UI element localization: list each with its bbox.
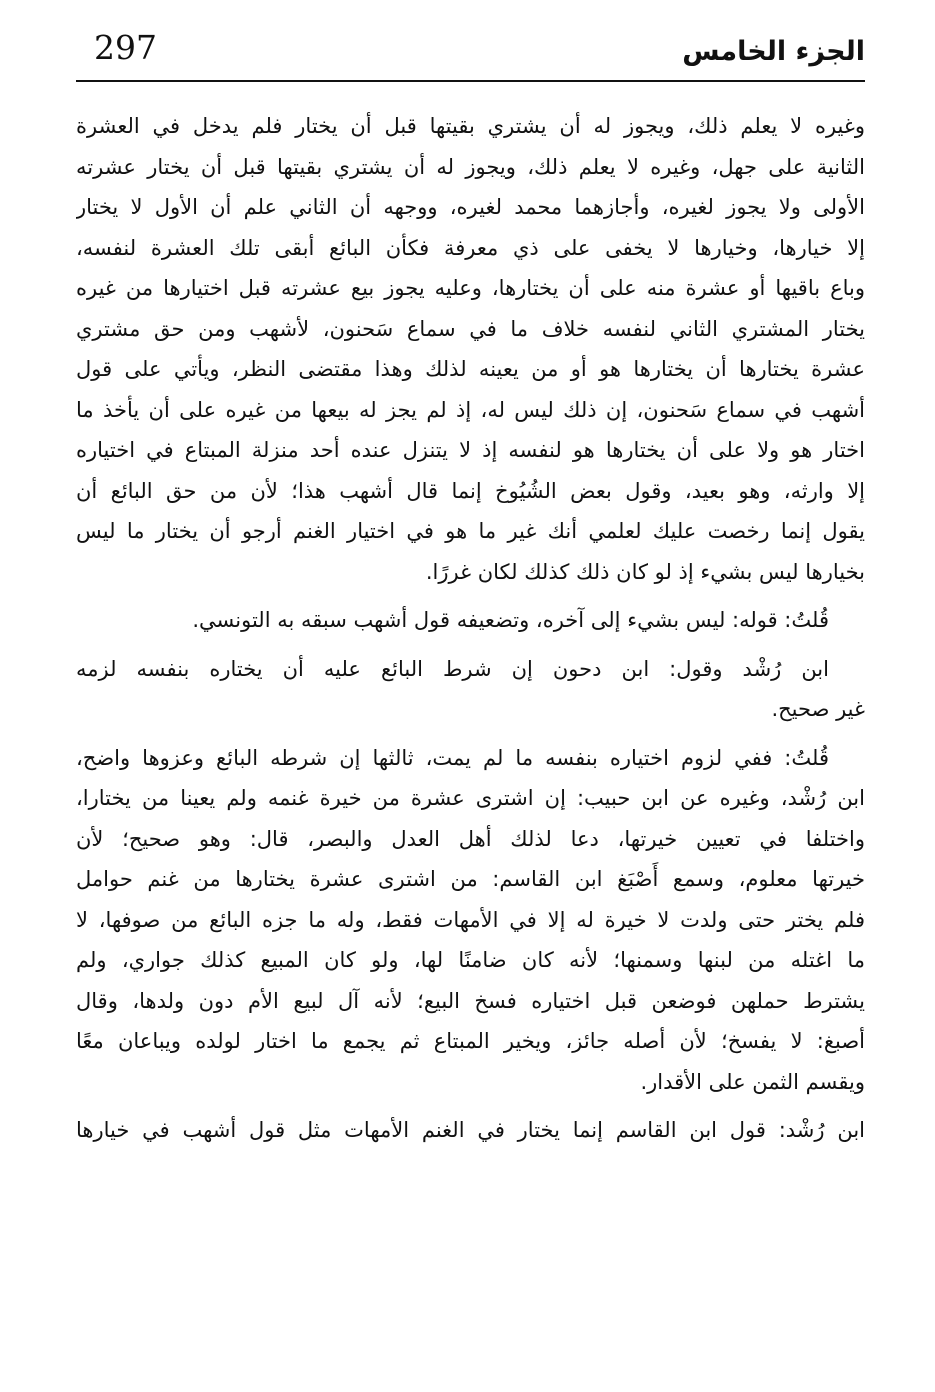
text-line: أشهب في سماع سَحنون، إن ذلك ليس له، إذ لم يجز له بيعها من غيره على أن يأخذ ما <box>76 397 865 422</box>
paragraph-gap <box>76 592 865 600</box>
text-line: ابن رُشْد وقول: ابن دحون إن شرط البائع عليه أن يختاره بنفسه لزمه <box>76 656 829 681</box>
paragraph-gap <box>76 730 865 738</box>
text-line: وغيره لا يعلم ذلك، ويجوز له أن يشتري بقيتها قبل أن يختار فلم يدخل في العشرة <box>76 114 865 138</box>
text-line: الأولى ولا يجوز لغيره، وأجازهما محمد لغيره، ووجهه أن الثاني علم أن الأول لا يختار <box>76 195 865 219</box>
text-line: الثانية على جهل، وغيره لا يعلم ذلك، ويجوز له أن يشتري بقيتها قبل أن يختار عشرته <box>76 154 865 179</box>
text-line: أصبغ: لا يفسخ؛ لأن أصله جائز، ويخير المبتاع ثم يجمع ما اختار لولده ويباعان معًا <box>76 1029 865 1053</box>
text-line: ابن رُشْد، وغيره عن ابن حبيب: إن اشترى عشرة من خيرة غنمه ولم يعينا من يختارا، <box>76 786 865 810</box>
text-line: ويقسم الثمن على الأقدار. <box>640 1069 865 1094</box>
running-title: الجزء الخامس <box>682 36 865 67</box>
text-line: بخيارها ليس بشيء إذ لو كان ذلك كذلك لكان غررًا. <box>425 559 865 584</box>
text-line: إلا خيارها، وخيارها لا يخفى على ذي معرفة فكأن البائع أبقى تلك العشرة لنفسه، <box>76 235 865 260</box>
text-line: ما اغتله من لبنها وسمنها؛ لأنه كان ضامنًا لها، ولو كان المبيع كذلك جواري، ولم <box>76 948 865 972</box>
text-line: وباع باقيها أو عشرة منه على أن يختارها، وعليه يجوز بيع عشرته قبل اختيارها من غيره <box>76 276 865 300</box>
page-header <box>76 28 865 78</box>
text-line: غير صحيح. <box>771 697 865 721</box>
text-line: إلا وارثه، وهو بعيد، وقول بعض الشُيُوخ إنما قال أشهب هذا؛ لأن من حق البائع أن <box>76 478 865 503</box>
paragraph-gap <box>76 641 865 649</box>
text-line: فلم يختر حتى ولدت لا خيرة له إلا في الأمهات فقط، وله ما جزه البائع من صوفها، لا <box>76 907 865 932</box>
paragraph-gap <box>76 1102 865 1110</box>
text-line: اختار هو ولا على أن يختارها هو لنفسه إذ لا يتنزل عنده أحد منزلة المبتاع في اختياره <box>76 438 865 462</box>
text-line: قُلتُ: ففي لزوم اختياره بنفسه ما لم يمت، ثالثها إن شرطه البائع وعزوها واضح، <box>76 745 829 770</box>
text-line: عشرة يختارها أن يختارها هو أو من يعينه لذلك وهذا مقتضى النظر، ويأتي على قول <box>76 357 865 381</box>
text-line: يقول إنما رخصت عليك لعلمي أنك غير ما هو في اختيار الغنم أرجو أن يختار ما ليس <box>76 519 865 543</box>
header-rule <box>76 80 865 82</box>
text-line: خيرتها معلوم، وسمع أَصْبَغ ابن القاسم: من اشترى عشرة يختارها من غنم حوامل <box>76 867 865 891</box>
text-line: ابن رُشْد: قول ابن القاسم إنما يختار في الغنم الأمهات مثل قول أشهب في خيارها <box>76 1118 865 1142</box>
text-line: قُلتُ: قوله: ليس بشيء إلى آخره، وتضعيفه قول أشهب سبقه به التونسي. <box>192 608 829 632</box>
text-line: واختلفا في تعيين خيرتها، دعا لذلك أهل العدل والبصر، قال: وهو صحيح؛ لأن <box>76 826 865 851</box>
page-body <box>76 106 865 1151</box>
text-line: يختار المشتري الثاني لنفسه خلاف ما في سماع سَحنون، لأشهب ومن حق مشتري <box>76 316 865 341</box>
text-line: يشترط حملهن فوضعن قبل اختياره فسخ البيع؛ لأنه آل لبيع الأم دون ولدها، وقال <box>76 988 865 1013</box>
page-number: 297 <box>94 28 157 67</box>
